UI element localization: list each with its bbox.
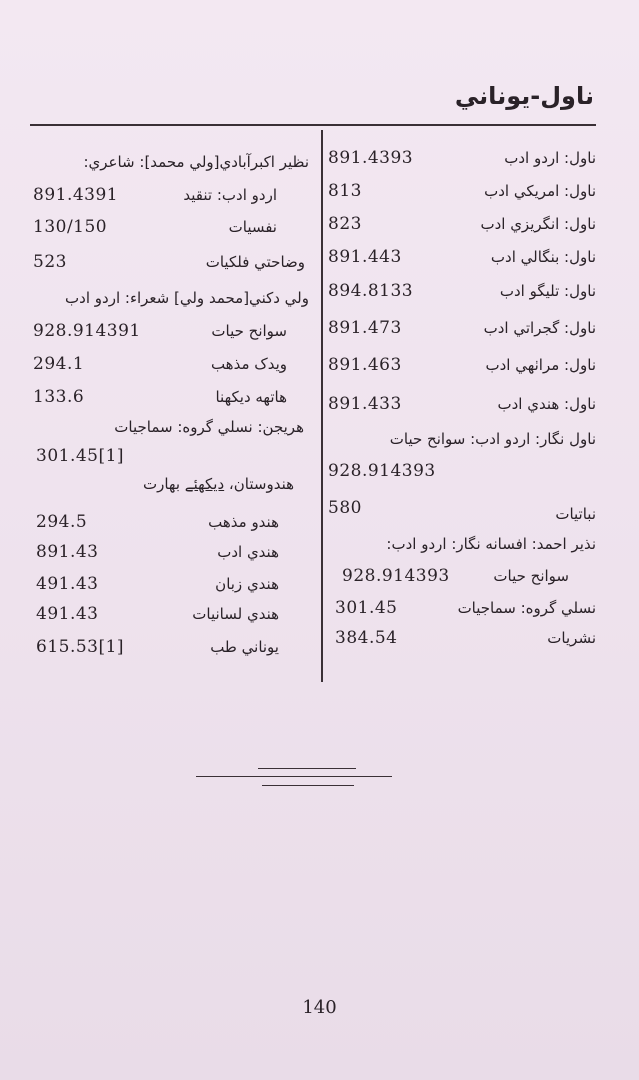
class-number: 130/150 <box>33 217 108 237</box>
subject-term: ناول: هندي ادب <box>497 395 596 413</box>
class-number: 928.914393 <box>342 566 450 586</box>
nazir-ahmad-heading: نذير احمد: افسانه نگار: اردو ادب: <box>386 535 596 553</box>
list-item <box>33 317 287 345</box>
column-divider <box>321 130 323 682</box>
list-item <box>335 624 596 652</box>
subject-term: يوناني طب <box>210 638 279 656</box>
subject-term: اردو ادب: تنقيد <box>183 186 277 204</box>
list-item <box>36 508 279 536</box>
list-item <box>33 248 305 276</box>
subject-term: هندو مذهب <box>208 513 279 531</box>
class-number: 491.43 <box>36 604 99 624</box>
list-item <box>335 594 596 622</box>
class-number: 491.43 <box>36 574 99 594</box>
list-item <box>36 600 279 628</box>
subject-term: سوانح حيات <box>211 322 287 340</box>
subject-term: هندي لسانيات <box>192 605 279 623</box>
class-number: 384.54 <box>335 628 398 648</box>
class-number: 523 <box>33 252 67 272</box>
list-item <box>328 277 596 305</box>
subject-term: هاتهه ديكهنا <box>215 388 287 406</box>
subject-term: ناول: مراٺهي ادب <box>485 356 596 374</box>
list-item <box>328 494 596 522</box>
class-number: 891.473 <box>328 318 402 338</box>
class-number: 823 <box>328 214 362 234</box>
list-item <box>328 177 596 205</box>
subject-term: ناول: گجراتي ادب <box>483 319 596 337</box>
bharat-term: بهارت <box>142 475 185 493</box>
nazir-akbarabadi-heading: نظير اكبرآبادي[ولي محمد]: شاعري: <box>83 153 309 171</box>
footer-rule-lower <box>262 785 354 786</box>
class-number: 894.8133 <box>328 281 414 301</box>
hindustan-cross-reference <box>143 470 294 498</box>
list-item <box>328 390 596 418</box>
list-item <box>33 383 287 411</box>
header-rule <box>30 124 596 126</box>
footer-rule-middle <box>196 776 392 777</box>
subject-term: سوانح حيات <box>493 567 569 585</box>
subject-term: وضاحتي فلكيات <box>205 253 305 271</box>
subject-term: هندي ادب <box>217 543 279 561</box>
subject-term: هندي زبان <box>215 575 279 593</box>
list-item <box>36 570 279 598</box>
class-number: 891.4393 <box>328 148 414 168</box>
class-number: 580 <box>328 498 362 518</box>
subject-term: ناول: بنگالي ادب <box>490 248 596 266</box>
page-title: ناول-يوناني <box>454 82 594 110</box>
subject-term: ناول: امريكي ادب <box>484 182 596 200</box>
subject-term: نباتيات <box>555 505 596 523</box>
list-item <box>33 213 305 241</box>
subject-term: ويدک مذهب <box>210 355 287 373</box>
list-item <box>33 181 305 209</box>
harijan-heading: هريجن: نسلي گروه: سماجيات <box>114 418 304 436</box>
subject-term: نشريات <box>547 629 596 647</box>
class-number: 891.463 <box>328 355 402 375</box>
list-item <box>328 144 596 172</box>
list-item <box>342 562 569 590</box>
class-number: 891.4391 <box>33 185 119 205</box>
subject-term: نسلي گروه: سماجيات <box>457 599 596 617</box>
class-number: 301.45 <box>335 598 398 618</box>
class-number: 891.443 <box>328 247 402 267</box>
list-item <box>33 350 287 378</box>
class-number: 928.914391 <box>33 321 141 341</box>
subject-term: ناول: انگريزي ادب <box>480 215 596 233</box>
class-number: 891.433 <box>328 394 402 414</box>
list-item <box>36 538 279 566</box>
list-item <box>328 210 596 238</box>
hindustan-term: هندوستان، <box>224 475 294 493</box>
list-item <box>328 314 596 342</box>
see-reference-link[interactable]: ديكهئے <box>184 475 225 493</box>
list-item <box>328 243 596 271</box>
subject-term: ناول: تليگو ادب <box>499 282 596 300</box>
list-item <box>36 633 279 661</box>
novel-writers-heading: ناول نگار: اردو ادب: سوانح حيات <box>389 430 596 448</box>
class-number: 928.914393 <box>328 461 436 481</box>
class-number: 615.53[1] <box>36 637 125 657</box>
subject-term: نفسيات <box>228 218 277 236</box>
class-number: 294.1 <box>33 354 85 374</box>
class-number: 891.43 <box>36 542 99 562</box>
class-number: 813 <box>328 181 362 201</box>
wali-deccani-heading: ولي دكني[محمد ولي] شعراء: اردو ادب <box>65 289 309 307</box>
class-number: 133.6 <box>33 387 85 407</box>
subject-term: ناول: اردو ادب <box>504 149 596 167</box>
footer-rule-upper <box>258 768 356 769</box>
page-number: 140 <box>302 997 337 1018</box>
class-number: 301.45[1] <box>36 446 125 466</box>
list-item <box>328 351 596 379</box>
class-number: 294.5 <box>36 512 88 532</box>
